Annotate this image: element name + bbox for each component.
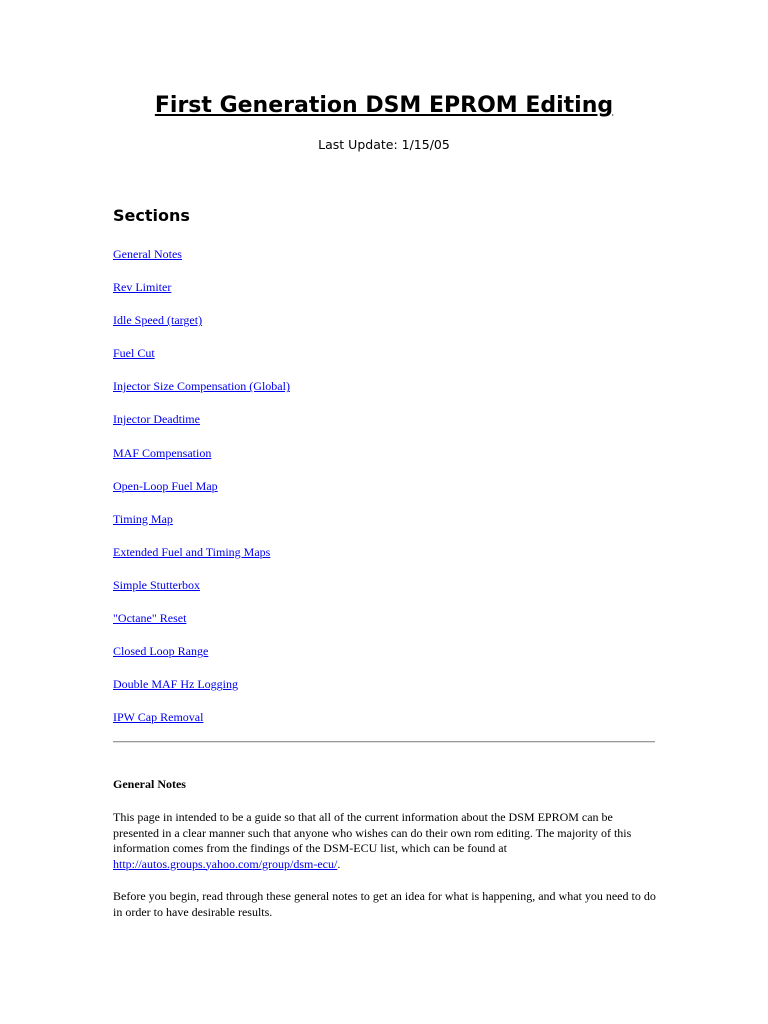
- link-rev-limiter[interactable]: Rev Limiter: [113, 280, 172, 295]
- dsm-ecu-group-link[interactable]: http://autos.groups.yahoo.com/group/dsm-ecu/: [113, 856, 338, 871]
- link-double-maf-hz-logging[interactable]: Double MAF Hz Logging: [113, 677, 238, 692]
- list-item: [113, 478, 290, 511]
- link-injector-deadtime[interactable]: Injector Deadtime: [113, 412, 200, 427]
- list-item: [113, 643, 290, 676]
- list-item: [113, 544, 290, 577]
- link-simple-stutterbox[interactable]: Simple Stutterbox: [113, 577, 200, 592]
- last-update: Last Update: 1/15/05: [318, 137, 450, 152]
- link-octane-reset[interactable]: "Octane" Reset: [113, 611, 187, 626]
- sections-link-list: [113, 246, 290, 742]
- list-item: [113, 709, 290, 742]
- list-item: [113, 511, 290, 544]
- sections-heading: Sections: [113, 206, 190, 225]
- link-timing-map[interactable]: Timing Map: [113, 511, 173, 526]
- list-item: [113, 312, 290, 345]
- list-item: [113, 246, 290, 279]
- list-item: [113, 445, 290, 478]
- link-idle-speed[interactable]: Idle Speed (target): [113, 313, 203, 328]
- list-item: [113, 676, 290, 709]
- link-open-loop-fuel-map[interactable]: Open-Loop Fuel Map: [113, 478, 218, 493]
- paragraph-1-end: .: [337, 856, 341, 871]
- list-item: [113, 411, 290, 444]
- page-title: First Generation DSM EPROM Editing: [154, 93, 614, 118]
- link-maf-compensation[interactable]: MAF Compensation: [113, 445, 212, 460]
- link-closed-loop-range[interactable]: Closed Loop Range: [113, 644, 209, 659]
- list-item: [113, 610, 290, 643]
- list-item: [113, 378, 290, 411]
- link-extended-fuel-timing-maps[interactable]: Extended Fuel and Timing Maps: [113, 544, 271, 559]
- list-item: [113, 577, 290, 610]
- link-ipw-cap-removal[interactable]: IPW Cap Removal: [113, 710, 204, 725]
- paragraph-1-text: This page in intended to be a guide so that all of the current information about the DSM EPROM can be presented in a clear manner such that anyone who wishes can do their own rom editing. The majority of this information comes from the findings of the DSM-ECU list, which can be found at: [113, 810, 632, 855]
- general-notes-paragraph-1: [113, 810, 658, 872]
- list-item: [113, 345, 290, 378]
- horizontal-divider: [113, 741, 655, 743]
- link-general-notes[interactable]: General Notes: [113, 247, 182, 261]
- list-item: [113, 279, 290, 312]
- general-notes-paragraph-2: Before you begin, read through these general notes to get an idea for what is happening, and what you need to do in order to have desirable results.: [113, 889, 656, 919]
- link-fuel-cut[interactable]: Fuel Cut: [113, 346, 155, 361]
- general-notes-heading: General Notes: [113, 777, 186, 791]
- link-injector-size-compensation[interactable]: Injector Size Compensation (Global): [113, 379, 290, 394]
